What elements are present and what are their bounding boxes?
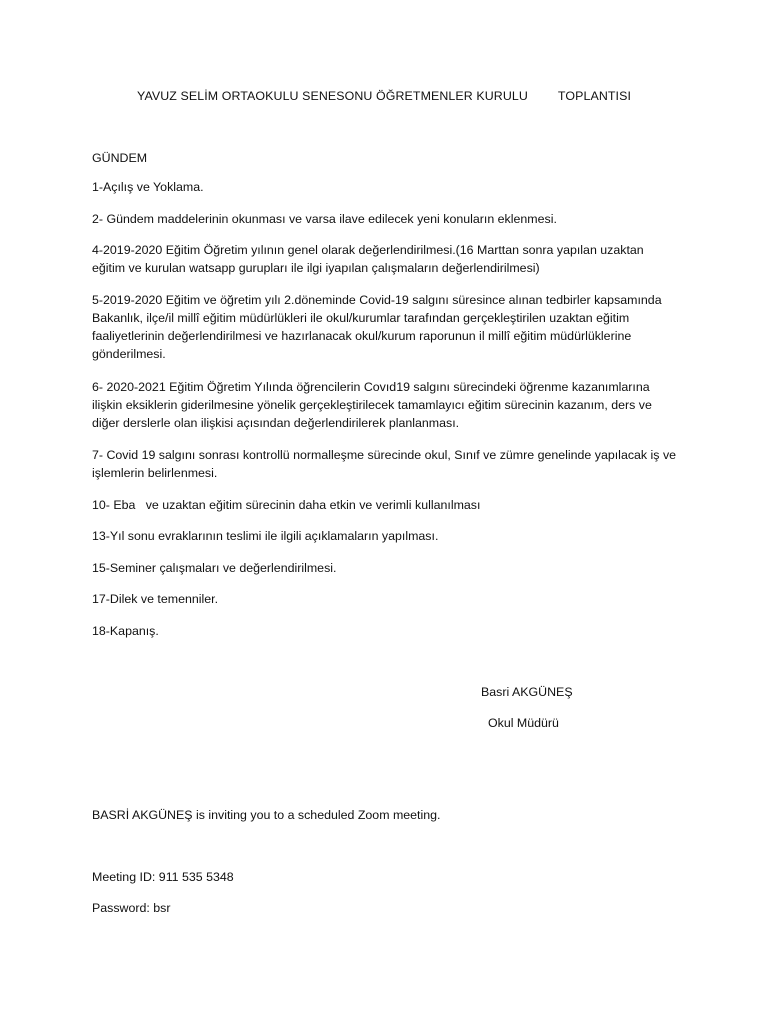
agenda-item: 18-Kapanış. <box>92 624 159 638</box>
title-main: YAVUZ SELİM ORTAOKULU SENESONU ÖĞRETMENLER KURULU <box>137 89 528 103</box>
agenda-item: 6- 2020-2021 Eğitim Öğretim Yılında öğrencilerin Covıd19 salgını sürecindeki öğrenme kazanımlarına ilişkin eksiklerin giderilmesine yönelik gerçekleştirilecek tamamlayıcı eğitim sürecinin kazanım, ders ve diğer derslerle olan ilişkisi açısından değerlendirilerek planlanması. <box>92 380 652 430</box>
meeting-password: Password: bsr <box>92 901 171 915</box>
agenda-item: 15-Seminer çalışmaları ve değerlendirilmesi. <box>92 561 337 575</box>
document-title <box>0 87 768 105</box>
agenda-item: 5-2019-2020 Eğitim ve öğretim yılı 2.döneminde Covid-19 salgını süresince alınan tedbirler kapsamında Bakanlık, ilçe/il millî eğitim müdürlükleri ile okul/kurumlar tarafından gerçekleştirilen uzaktan eğitim faaliyetlerinin değerlendirilmesi ve hazırlanacak okul/kurum raporunun il millî eğitim müdürlüklerine gönderilmesi. <box>92 293 662 361</box>
agenda-heading: GÜNDEM <box>92 151 148 165</box>
agenda-item: 17-Dilek ve temenniler. <box>92 592 219 606</box>
agenda-item: 7- Covid 19 salgını sonrası kontrollü normalleşme sürecinde okul, Sınıf ve zümre genelinde yapılacak iş ve işlemlerin belirlenmesi. <box>92 448 677 480</box>
agenda-item: 13-Yıl sonu evraklarının teslimi ile ilgili açıklamaların yapılması. <box>92 529 439 543</box>
agenda-item: 2- Gündem maddelerinin okunması ve varsa ilave edilecek yeni konuların eklenmesi. <box>92 212 557 226</box>
signature-name: Basri AKGÜNEŞ <box>481 685 573 699</box>
meeting-id: Meeting ID: 911 535 5348 <box>92 870 234 884</box>
agenda-item: 4-2019-2020 Eğitim Öğretim yılının genel olarak değerlendirilmesi.(16 Marttan sonra yapılan uzaktan eğitim ve kurulan watsapp gurupları ile ilgi iyapılan çalışmaların değerlendirilmesi) <box>92 243 644 275</box>
title-suffix: TOPLANTISI <box>557 89 631 103</box>
signature-title: Okul Müdürü <box>488 716 559 730</box>
zoom-invitation: BASRİ AKGÜNEŞ is inviting you to a scheduled Zoom meeting. <box>92 808 441 822</box>
agenda-item: 10- Eba ve uzaktan eğitim sürecinin daha etkin ve verimli kullanılması <box>92 498 481 512</box>
agenda-item: 1-Açılış ve Yoklama. <box>92 180 204 194</box>
